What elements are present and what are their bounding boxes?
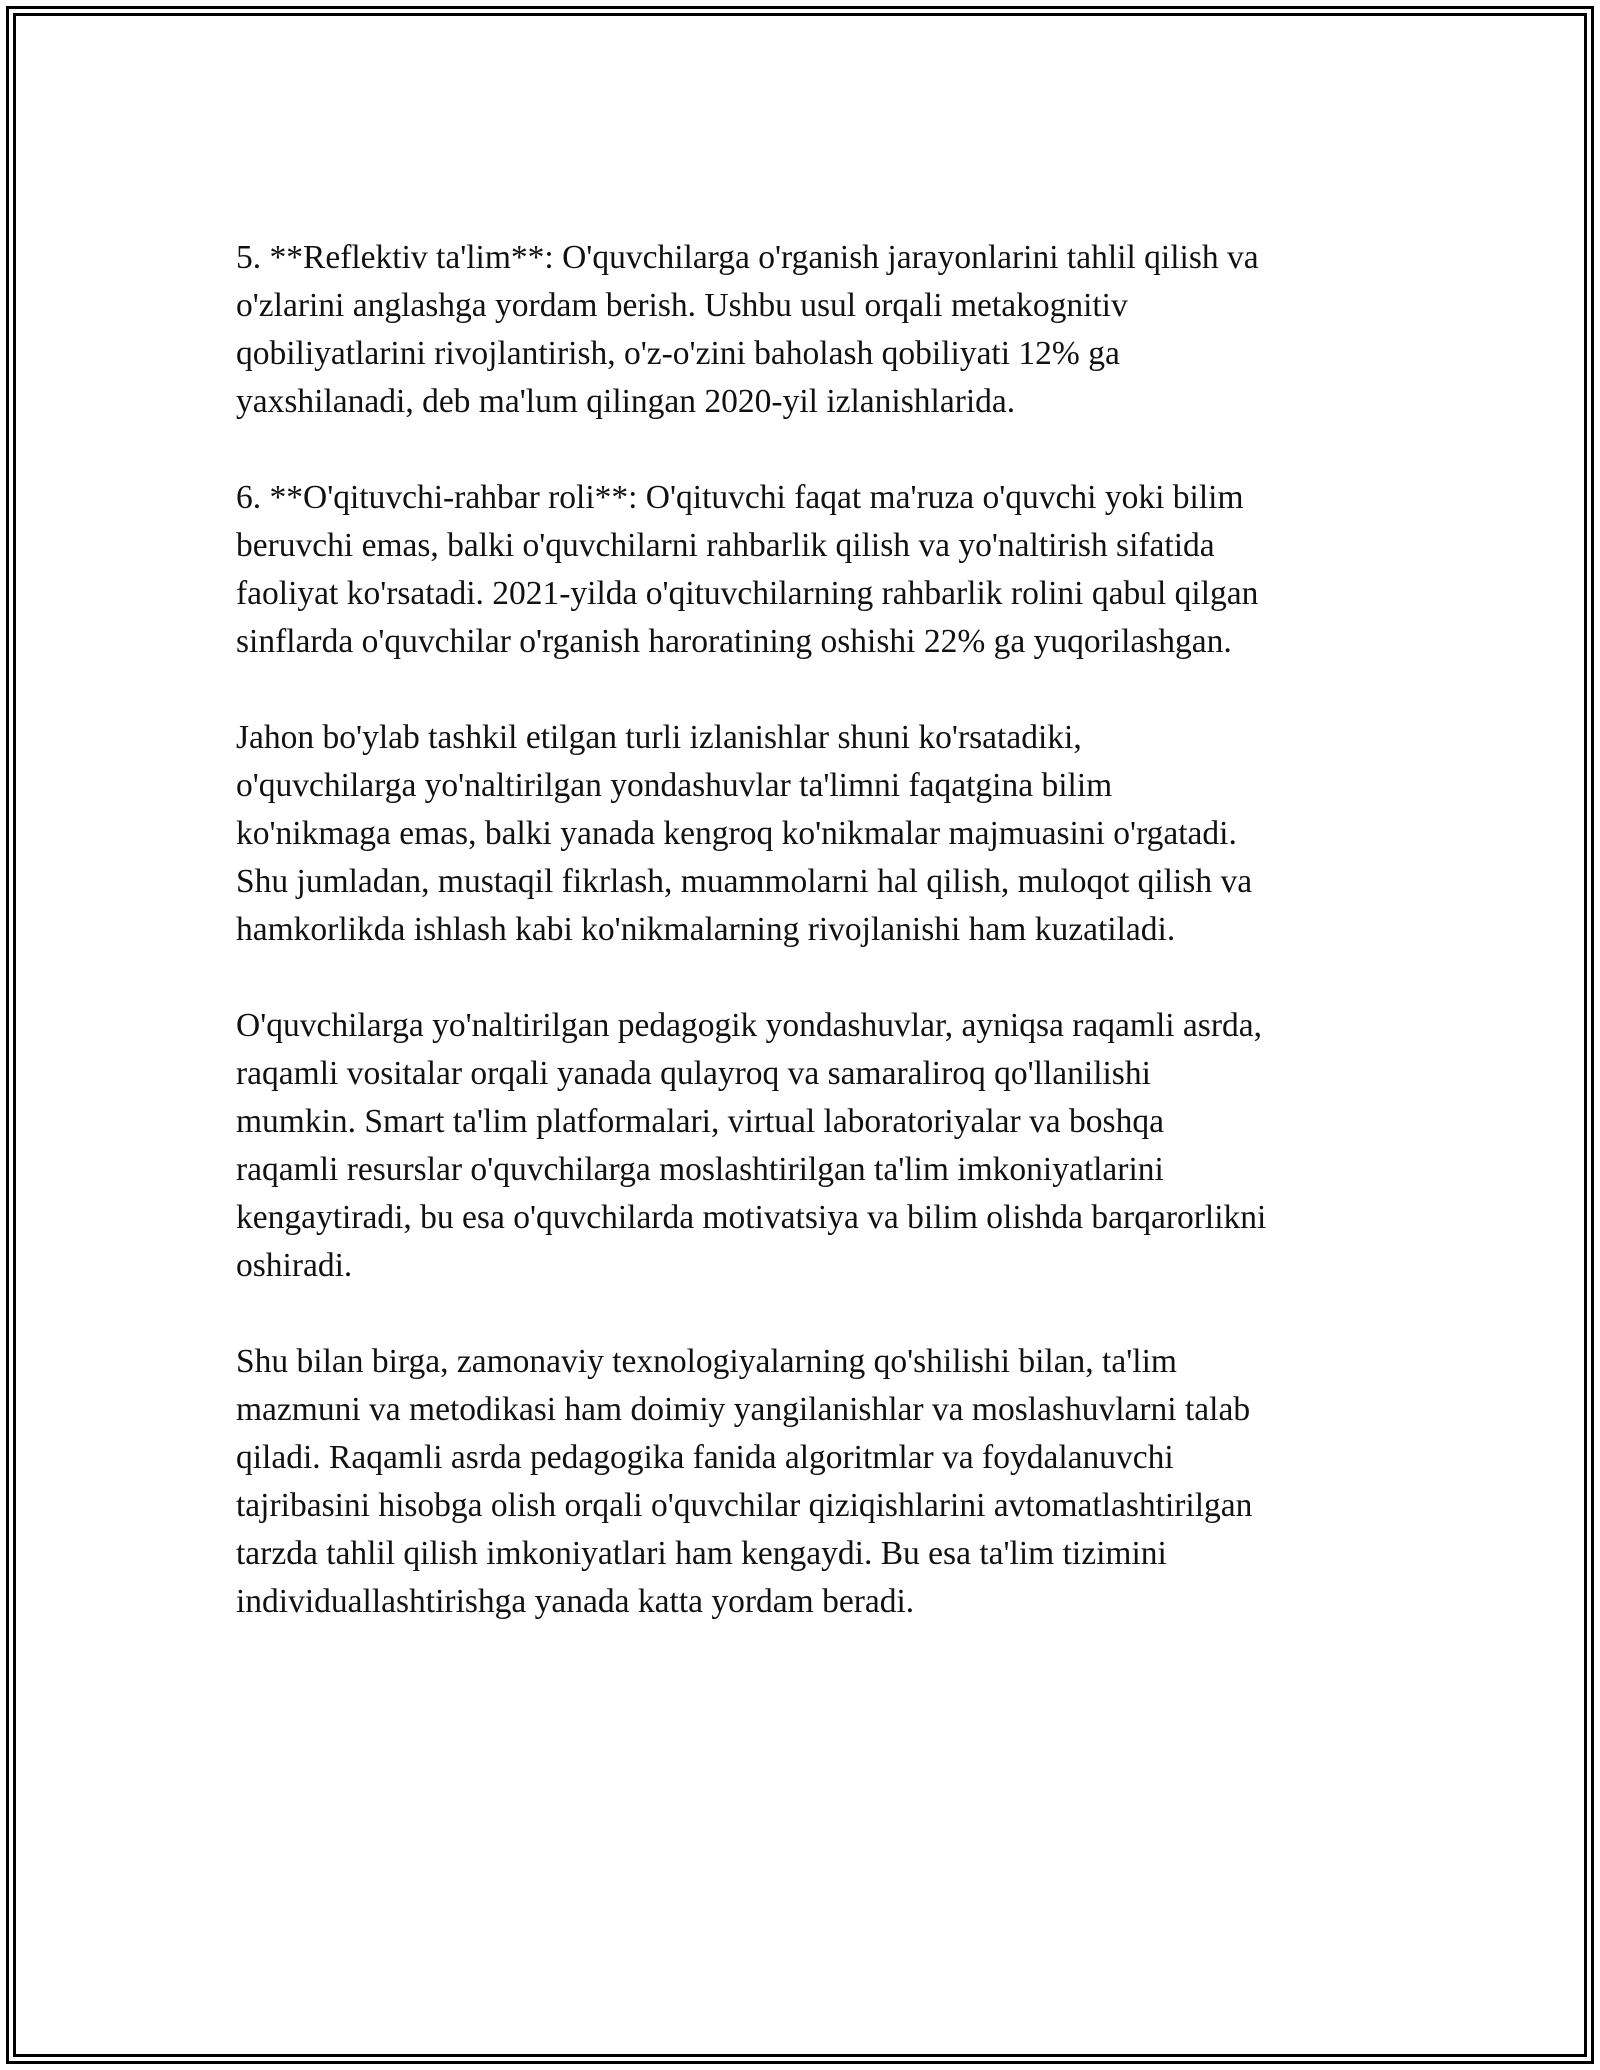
text-line: tarzda tahlil qilish imkoniyatlari ham kengaydi. Bu esa ta'lim tizimini (236, 1535, 1167, 1572)
text-line: qobiliyatlarini rivojlantirish, o'z-o'zini baholash qobiliyati 12% ga (236, 335, 1120, 372)
text-line: kengaytiradi, bu esa o'quvchilarda motivatsiya va bilim olishda barqarorlikni (236, 1199, 1267, 1236)
text-line: 5. **Reflektiv ta'lim**: O'quvchilarga o'rganish jarayonlarini tahlil qilish va (236, 239, 1259, 276)
text-line: ko'nikmaga emas, balki yanada kengroq ko'nikmalar majmuasini o'rgatadi. (236, 815, 1237, 852)
paragraph-jahon-izlanishlar (236, 714, 1376, 954)
paragraph-zamonaviy-texnologiyalar (236, 1338, 1376, 1626)
text-line: 6. **O'qituvchi-rahbar roli**: O'qituvchi faqat ma'ruza o'quvchi yoki bilim (236, 479, 1244, 516)
text-line: oshiradi. (236, 1247, 353, 1284)
text-line: raqamli vositalar orqali yanada qulayroq va samaraliroq qo'llanilishi (236, 1055, 1151, 1092)
paragraph-raqamli-asr (236, 1002, 1376, 1290)
text-line: o'quvchilarga yo'naltirilgan yondashuvlar ta'limni faqatgina bilim (236, 767, 1113, 804)
text-line: mumkin. Smart ta'lim platformalari, virtual laboratoriyalar va boshqa (236, 1103, 1164, 1140)
text-line: Shu bilan birga, zamonaviy texnologiyalarning qo'shilishi bilan, ta'lim (236, 1343, 1177, 1380)
text-line: mazmuni va metodikasi ham doimiy yangilanishlar va moslashuvlarni talab (236, 1391, 1251, 1428)
text-line: beruvchi emas, balki o'quvchilarni rahbarlik qilish va yo'naltirish sifatida (236, 527, 1215, 564)
paragraph-reflektiv-talim (236, 234, 1376, 426)
paragraph-oqituvchi-rahbar-roli (236, 474, 1376, 666)
text-line: sinflarda o'quvchilar o'rganish haroratining oshishi 22% ga yuqorilashgan. (236, 623, 1232, 660)
text-line: raqamli resurslar o'quvchilarga moslashtirilgan ta'lim imkoniyatlarini (236, 1151, 1164, 1188)
text-line: individuallashtirishga yanada katta yordam beradi. (236, 1583, 915, 1620)
document-body (236, 234, 1376, 1674)
text-line: tajribasini hisobga olish orqali o'quvchilar qiziqishlarini avtomatlashtirilgan (236, 1487, 1253, 1524)
text-line: O'quvchilarga yo'naltirilgan pedagogik yondashuvlar, ayniqsa raqamli asrda, (236, 1007, 1262, 1044)
text-line: Jahon bo'ylab tashkil etilgan turli izlanishlar shuni ko'rsatadiki, (236, 719, 1082, 756)
text-line: qiladi. Raqamli asrda pedagogika fanida algoritmlar va foydalanuvchi (236, 1439, 1174, 1476)
text-line: Shu jumladan, mustaqil fikrlash, muammolarni hal qilish, muloqot qilish va (236, 863, 1253, 900)
text-line: o'zlarini anglashga yordam berish. Ushbu usul orqali metakognitiv (236, 287, 1128, 324)
text-line: hamkorlikda ishlash kabi ko'nikmalarning rivojlanishi ham kuzatiladi. (236, 911, 1176, 948)
text-line: yaxshilanadi, deb ma'lum qilingan 2020-yil izlanishlarida. (236, 383, 1016, 420)
text-line: faoliyat ko'rsatadi. 2021-yilda o'qituvchilarning rahbarlik rolini qabul qilgan (236, 575, 1259, 612)
